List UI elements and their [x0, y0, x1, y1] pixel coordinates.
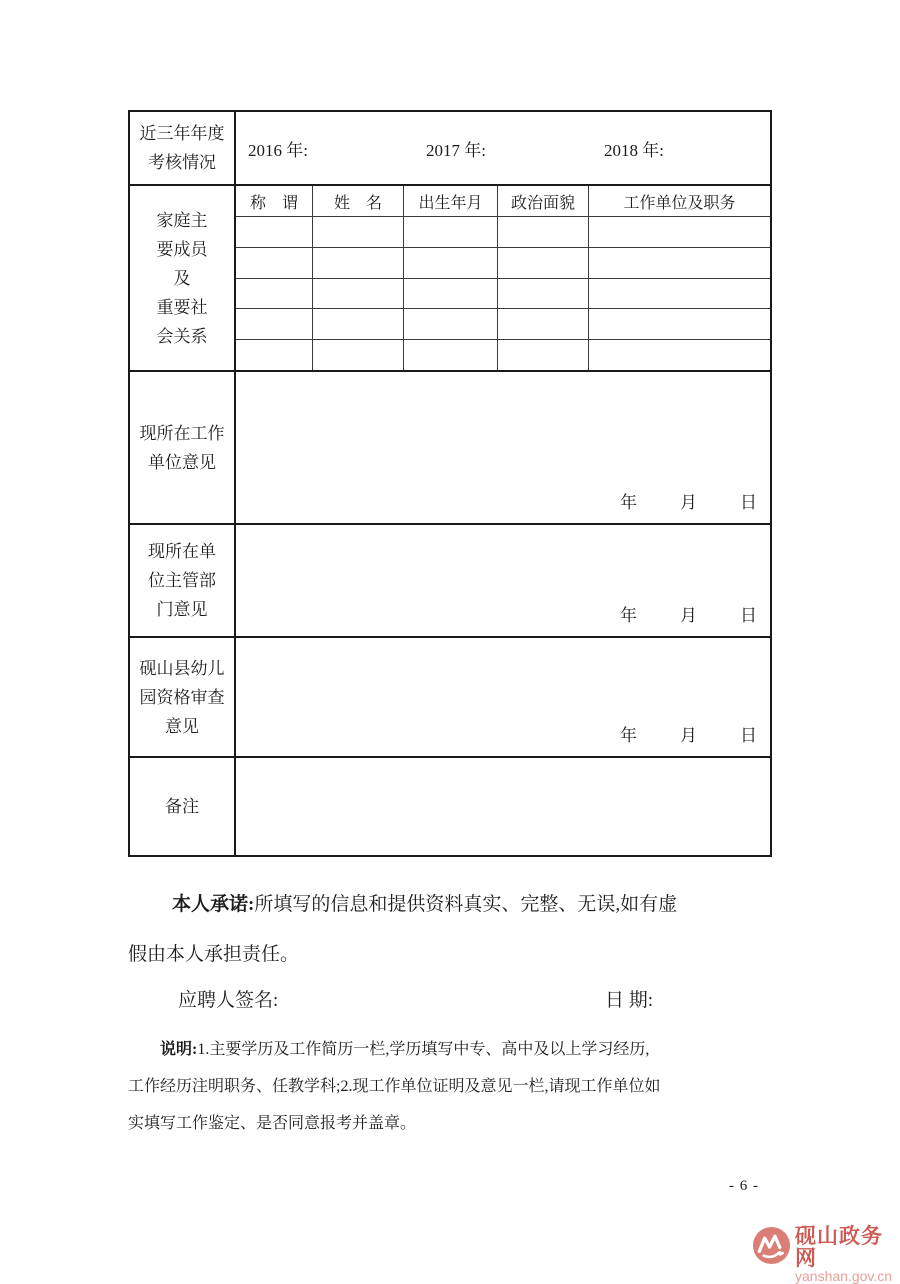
family-label-line3: 及 — [173, 268, 191, 288]
family-empty-cell — [588, 216, 770, 247]
government-site-logo — [752, 1226, 900, 1284]
family-empty-cell — [403, 308, 497, 339]
supervisor-date-stamp: 年 月 日 — [620, 606, 760, 625]
supervisor-label-line3: 门意见 — [156, 600, 208, 619]
mountain-logo-icon — [752, 1226, 791, 1265]
assessment-row-label — [130, 112, 236, 184]
family-empty-cell — [236, 308, 312, 339]
notes-line3: 实填写工作鉴定、是否同意报考并盖章。 — [128, 1115, 417, 1132]
family-empty-cell — [312, 278, 403, 309]
family-members-grid — [236, 186, 770, 370]
family-empty-cell — [403, 339, 497, 370]
promise-label: 本人承诺: — [172, 894, 255, 915]
remarks-label: 备注 — [130, 758, 236, 855]
signature-row — [128, 986, 780, 1016]
family-empty-cell — [312, 339, 403, 370]
family-row-label — [130, 186, 236, 370]
family-empty-cell — [236, 339, 312, 370]
assessment-label-line2: 考核情况 — [148, 153, 216, 172]
family-members-grid-cell — [236, 186, 770, 370]
family-label-line4: 重要社 — [156, 297, 208, 317]
qualification-label-line3: 意见 — [165, 716, 199, 736]
family-col-header-political: 政治面貌 — [497, 186, 588, 216]
qualification-label-line2: 园资格审查 — [139, 687, 225, 707]
family-empty-cell — [403, 278, 497, 309]
current-unit-opinion-cell — [236, 372, 770, 523]
notes-label: 说明: — [160, 1041, 198, 1058]
notes-line1-text: 1.主要学历及工作简历一栏,学历填写中专、高中及以上学习经历, — [197, 1041, 650, 1058]
family-label-line1: 家庭主 — [156, 210, 208, 230]
supervisor-label-line2: 位主管部 — [148, 571, 216, 590]
notes-line2: 工作经历注明职务、任教学科;2.现工作单位证明及意见一栏,请现工作单位如 — [128, 1078, 661, 1095]
notes-paragraph — [128, 1031, 788, 1142]
qualification-opinion-label — [130, 638, 236, 756]
logo-site-name: 砚山政务网 — [795, 1225, 883, 1270]
family-empty-cell — [312, 216, 403, 247]
remarks-cell — [236, 758, 770, 855]
family-empty-cell — [497, 339, 588, 370]
assessment-row — [130, 112, 770, 184]
supervisor-opinion-cell — [236, 525, 770, 636]
supervisor-label-line1: 现所在单 — [148, 542, 216, 561]
page-number: - 6 - — [729, 1178, 759, 1194]
logo-text-block — [795, 1226, 900, 1284]
family-empty-cell — [312, 247, 403, 278]
supervisor-opinion-label — [130, 525, 236, 636]
current-unit-label-line2: 单位意见 — [148, 452, 216, 472]
assessment-label-line1: 近三年年度 — [139, 124, 225, 143]
notes-line1 — [128, 1031, 788, 1068]
family-empty-cell — [236, 216, 312, 247]
promise-line2: 假由本人承担责任。 — [128, 944, 300, 965]
family-col-header-birth: 出生年月 — [403, 186, 497, 216]
logo-site-url: yanshan.gov.cn — [795, 1268, 893, 1284]
family-empty-cell — [236, 247, 312, 278]
assessment-year-2017: 2017 年: — [425, 140, 486, 160]
promise-line1 — [128, 880, 780, 930]
family-label-line2: 要成员 — [156, 239, 208, 259]
qualification-date-stamp: 年 月 日 — [620, 726, 760, 745]
signature-date-label: 日 期: — [605, 990, 654, 1011]
family-empty-cell — [403, 247, 497, 278]
qualification-opinion-cell — [236, 638, 770, 756]
family-empty-cell — [588, 278, 770, 309]
family-col-header-name: 姓 名 — [312, 186, 403, 216]
qualification-label-line1: 砚山县幼儿 — [139, 658, 225, 678]
family-empty-cell — [588, 308, 770, 339]
remarks-row — [130, 756, 770, 855]
current-unit-label-line1: 现所在工作 — [139, 423, 225, 443]
family-empty-cell — [588, 247, 770, 278]
family-members-row — [130, 184, 770, 370]
current-unit-date-stamp: 年 月 日 — [620, 493, 760, 512]
assessment-year-2016: 2016 年: — [248, 140, 308, 160]
family-empty-cell — [497, 308, 588, 339]
applicant-signature-label: 应聘人签名: — [178, 990, 279, 1011]
application-form-table — [128, 110, 772, 857]
family-empty-cell — [403, 216, 497, 247]
current-unit-opinion-row — [130, 370, 770, 523]
current-unit-opinion-label — [130, 372, 236, 523]
family-empty-cell — [497, 278, 588, 309]
family-label-line5: 会关系 — [156, 326, 208, 346]
qualification-opinion-row — [130, 636, 770, 756]
family-col-header-work: 工作单位及职务 — [588, 186, 770, 216]
family-empty-cell — [497, 247, 588, 278]
promise-line1-text: 所填写的信息和提供资料真实、完整、无误,如有虚 — [254, 894, 678, 915]
personal-promise-paragraph — [128, 880, 780, 980]
family-empty-cell — [236, 278, 312, 309]
family-empty-cell — [497, 216, 588, 247]
assessment-values-cell — [236, 112, 770, 184]
family-empty-cell — [312, 308, 403, 339]
family-empty-cell — [588, 339, 770, 370]
family-col-header-title: 称 谓 — [249, 194, 298, 212]
supervisor-opinion-row — [130, 523, 770, 636]
assessment-year-2018: 2018 年: — [603, 140, 664, 160]
